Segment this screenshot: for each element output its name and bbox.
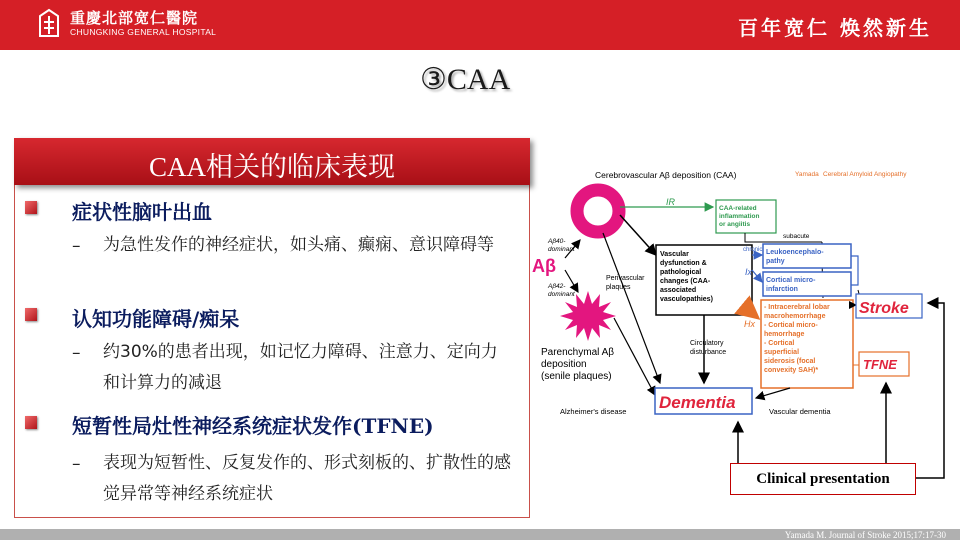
subacute-label: subacute (783, 233, 810, 240)
ab40-label: Aβ40-dominant (548, 238, 575, 253)
item-description: 约30%的患者出现，如记忆力障碍、注意力、定向力和计算力的减退 (103, 342, 498, 393)
source-author: Yamada (795, 171, 819, 178)
hospital-name-en: CHUNGKING GENERAL HOSPITAL (70, 27, 217, 37)
caa-pathway-diagram (532, 160, 947, 500)
dash-marker: – (72, 454, 81, 474)
hx-label: Hx (744, 319, 755, 329)
hospital-slogan: 百年宽仁 焕然新生 (738, 16, 932, 40)
item-heading: 短暂性局灶性神经系统症状发作(TFNE) (72, 414, 434, 438)
parenchymal-label: Parenchymal Aβ deposition (senile plaques) (541, 347, 615, 382)
abeta-label: Aβ (532, 256, 556, 276)
panel-header (14, 138, 530, 185)
hospital-name-cn: 重慶北部宽仁醫院 (70, 9, 199, 27)
tfne-box: TFNE (863, 357, 897, 372)
dash-marker: – (72, 343, 81, 363)
inflammation-box: CAA-related inflammation or angiitis (719, 205, 760, 228)
stroke-box: Stroke (859, 300, 909, 317)
hemorrhage-box: - Intracerebral lobar macrohemorrhage - Cortical micro-hemorrhage - Cortical superficial siderosis (focal convexity SAH)* (764, 304, 830, 374)
item-heading: 症状性脑叶出血 (72, 200, 212, 224)
source-title: Cerebral Amyloid Angiopathy (823, 171, 907, 178)
ab42-label: Aβ42-dominant (548, 283, 575, 298)
clinical-presentation-label: Clinical presentation (756, 471, 890, 487)
ix-label: Ix (745, 267, 753, 277)
bullet-icon (25, 201, 37, 214)
senile-plaque-icon (560, 291, 616, 341)
perivascular-label: Perivascular plaques (606, 275, 645, 291)
panel-title: CAA相关的临床表现 (148, 152, 395, 182)
circulatory-label: Circulatory disturbance (690, 340, 727, 356)
citation: Yamada M. Journal of Stroke 2015;17:17-30 (784, 530, 946, 540)
cortical-microinfarction-box: Cortical micro-infarction (766, 277, 816, 293)
item-heading: 认知功能障碍/痴呆 (72, 307, 240, 331)
bullet-icon (25, 416, 37, 429)
dementia-box: Dementia (659, 393, 736, 412)
vascular-dysfunction-box: Vascular dysfunction & pathological changes (CAA-associated vasculopathies) (660, 251, 713, 303)
leukoencephalopathy-box: Leukoencephalo-pathy (766, 249, 824, 265)
item-description: 表现为短暂性、反复发作的、形式刻板的、扩散性的感觉异常等神经系统症状 (103, 453, 511, 504)
alzheimers-label: Alzheimer's disease (560, 407, 627, 416)
header-bar (0, 0, 960, 50)
item-description: 为急性发作的神经症状，如头痛、癫痫、意识障碍等 (103, 235, 494, 255)
slide-title: ③CAA (420, 63, 511, 96)
bullet-icon (25, 308, 37, 321)
chronic-label: chronic (743, 247, 763, 253)
clinical-presentation-box (730, 463, 916, 495)
ir-label: IR (666, 197, 675, 207)
dash-marker: – (72, 236, 81, 256)
vessel-ring-icon (577, 190, 619, 232)
vascular-dementia-label: Vascular dementia (769, 407, 831, 416)
caa-label: Cerebrovascular Aβ deposition (CAA) (595, 170, 737, 180)
hospital-logo-icon (36, 8, 62, 40)
